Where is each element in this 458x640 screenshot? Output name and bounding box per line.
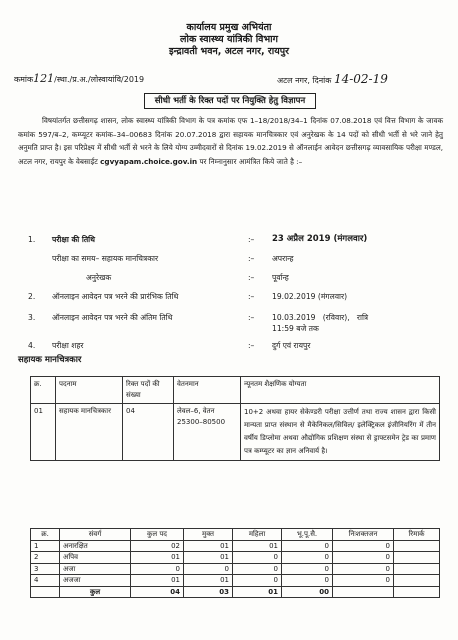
- handwritten-number: 121: [33, 72, 55, 85]
- row-label: ऑनलाइन आवेदन पत्र भरने की अंतिम तिथि: [52, 313, 173, 322]
- cell: 0: [233, 552, 282, 564]
- cell: 0: [131, 563, 184, 575]
- cell: 01: [233, 586, 282, 598]
- table-row: [31, 540, 440, 552]
- cell-sno: 01: [31, 404, 56, 461]
- cell: 0: [282, 552, 333, 564]
- subject-text: सीधी भर्ती के रिक्त पदों पर नियुक्ति हेतु विज्ञापन: [154, 96, 306, 106]
- cell-post: सहायक मानचित्रकार: [56, 404, 123, 461]
- header-cell: न्यूनतम शैक्षणिक योग्यता: [241, 377, 440, 404]
- header-cell: मुक्त: [184, 529, 233, 541]
- row-label: परीक्षा की तिथि: [52, 235, 95, 244]
- table-header-row: [31, 377, 440, 404]
- cell-pay: लेवल–6, वेतन 25300–80500: [174, 404, 241, 461]
- row-number: 4.: [28, 341, 36, 350]
- row-arrow: :–: [248, 292, 255, 301]
- cell: [333, 586, 394, 598]
- cell: 01: [184, 540, 233, 552]
- header-cell: रिक्त पदों की संख्या: [123, 377, 174, 404]
- total-label: कुल: [60, 586, 131, 598]
- row-arrow: :–: [248, 254, 255, 263]
- category-table: [30, 528, 440, 598]
- cell: 04: [131, 586, 184, 598]
- cell: 0: [233, 563, 282, 575]
- cell: 01: [184, 552, 233, 564]
- cell: 01: [131, 575, 184, 587]
- cell: 0: [233, 575, 282, 587]
- header-cell: पदनाम: [56, 377, 123, 404]
- header-cell: रिमार्क: [394, 529, 440, 541]
- header-cell: भू.पू.सै.: [282, 529, 333, 541]
- table-row: [31, 404, 440, 461]
- website-link: cgvyapam.choice.gov.in: [100, 156, 198, 166]
- header-cell: निःशक्तजन: [333, 529, 394, 541]
- cell: 00: [282, 586, 333, 598]
- cell: [31, 586, 60, 598]
- cell: 4: [31, 575, 60, 587]
- header-cell: संवर्ग: [60, 529, 131, 541]
- row-value: 19.02.2019 (मंगलवार): [272, 292, 348, 301]
- cell: [394, 586, 440, 598]
- reference-department: /स्था./प्र.अ./लोस्वायांवि/2019: [54, 75, 145, 84]
- reference-line: [14, 72, 454, 85]
- header-cell: क्र.: [31, 377, 56, 404]
- cell: 03: [184, 586, 233, 598]
- row-label: परीक्षा शहर: [52, 341, 84, 350]
- cell: 0: [333, 563, 394, 575]
- table-row: [31, 563, 440, 575]
- row-arrow: :–: [248, 235, 255, 244]
- cell: 0: [184, 563, 233, 575]
- row-label: परीक्षा का समय– सहायक मानचित्रकार: [52, 254, 159, 263]
- header-cell: क्र.: [31, 529, 60, 541]
- body-paragraph: [18, 114, 443, 168]
- cell: 0: [282, 575, 333, 587]
- office-header: [0, 22, 458, 58]
- row-number: 3.: [28, 313, 36, 322]
- cell: 01: [184, 575, 233, 587]
- post-table: [30, 376, 440, 461]
- row-value: 23 अप्रैल 2019 (मंगलवार): [272, 234, 368, 244]
- paragraph-text: विषयांतर्गत छत्तीसगढ़ शासन, लोक स्वास्थ्य यांत्रिकी विभाग के पत्र कमांक एफ 1–18/2018/34–1 दिनांक 07.08.2018 एवं वित्त विभाग के जावक कमांक 597/ब–2, कम्प्यूटर कमांक–34–00683 दिनांक 20.07.2018 द्वारा सहायक मानचित्रकार एवं अनुरेखक के 14 पदों को सीधी भर्ती से भरे जाने हेतु अनुमति प्राप्त है। इस परिप्रेक्ष्य में सीधी भर्ती से भरने के लिये योग्य उम्मीदवारों से दिनांक 19.02.2019 से ऑनलाईन आवेदन छत्तीसगढ़ व्यावसायिक परीक्षा मण्डल, अटल नगर, रायपुर के वेबसाईट: [18, 116, 443, 166]
- cell-count: 04: [123, 404, 174, 461]
- department-name: लोक स्वास्थ्य यांत्रिकी विभाग: [180, 34, 278, 45]
- row-label: अनुरेखक: [86, 273, 112, 282]
- row-number: 2.: [28, 292, 36, 301]
- row-value: 10.03.2019 (रविवार), रात्रि: [272, 313, 369, 322]
- table-row: [31, 575, 440, 587]
- table-row: [31, 552, 440, 564]
- row-value-continued: 11:59 बजे तक: [272, 324, 319, 333]
- header-cell: महिला: [233, 529, 282, 541]
- row-arrow: :–: [248, 341, 255, 350]
- table-header-row: [31, 529, 440, 541]
- cell: 0: [282, 540, 333, 552]
- paragraph-text-end: पर निम्नानुसार आमंत्रित किये जाते है :–: [199, 156, 303, 166]
- cell: 01: [131, 552, 184, 564]
- reference-number-label: कमांक: [14, 75, 34, 84]
- cell: [394, 575, 440, 587]
- cell: 0: [333, 575, 394, 587]
- cell: [394, 540, 440, 552]
- cell: 0: [333, 540, 394, 552]
- handwritten-date: 14-02-19: [333, 72, 388, 86]
- office-name: कार्यालय प्रमुख अभियंता: [186, 22, 272, 33]
- cell: [394, 552, 440, 564]
- cell: अनारक्षित: [60, 540, 131, 552]
- cell: 1: [31, 540, 60, 552]
- row-value: पूर्वान्ह: [272, 273, 289, 282]
- row-arrow: :–: [248, 313, 255, 322]
- cell: 3: [31, 563, 60, 575]
- cell: 2: [31, 552, 60, 564]
- cell: 02: [131, 540, 184, 552]
- row-value: दुर्ग एवं रायपुर: [272, 341, 311, 350]
- place-date-label: अटल नगर, दिनांक: [277, 76, 332, 85]
- cell: अजा: [60, 563, 131, 575]
- row-value: अपरान्ह: [272, 254, 294, 263]
- subject-box: [144, 93, 316, 109]
- row-label: ऑनलाइन आवेदन पत्र भरने की प्रारंभिक तिथि: [52, 292, 179, 301]
- section-title: सहायक मानचित्रकार: [18, 355, 82, 365]
- cell: अपिव: [60, 552, 131, 564]
- cell: [394, 563, 440, 575]
- header-cell: कुल पद: [131, 529, 184, 541]
- cell: अजजा: [60, 575, 131, 587]
- row-number: 1.: [28, 235, 36, 244]
- cell: 0: [333, 552, 394, 564]
- office-address: इन्द्रावती भवन, अटल नगर, रायपुर: [168, 46, 290, 57]
- row-arrow: :–: [248, 273, 255, 282]
- total-row: [31, 586, 440, 598]
- header-cell: वेतनमान: [174, 377, 241, 404]
- cell: 0: [282, 563, 333, 575]
- cell-qualification: 10+2 अथवा हायर सेकेण्डरी परीक्षा उत्तीर्ण तथा राज्य शासन द्वारा किसी मान्यता प्राप्त संस्थान से मैकेनिकल/सिविल/ इलेक्ट्रिकल इंजीनियरिंग में तीन वर्षीय डिप्लोमा अथवा औद्योगिक प्रशिक्षण संस्था से ड्राफ्टसमेन ट्रेड का प्रमाण पत्र कम्प्यूटर का ज्ञान अनिवार्य है।: [241, 404, 440, 461]
- cell: 01: [233, 540, 282, 552]
